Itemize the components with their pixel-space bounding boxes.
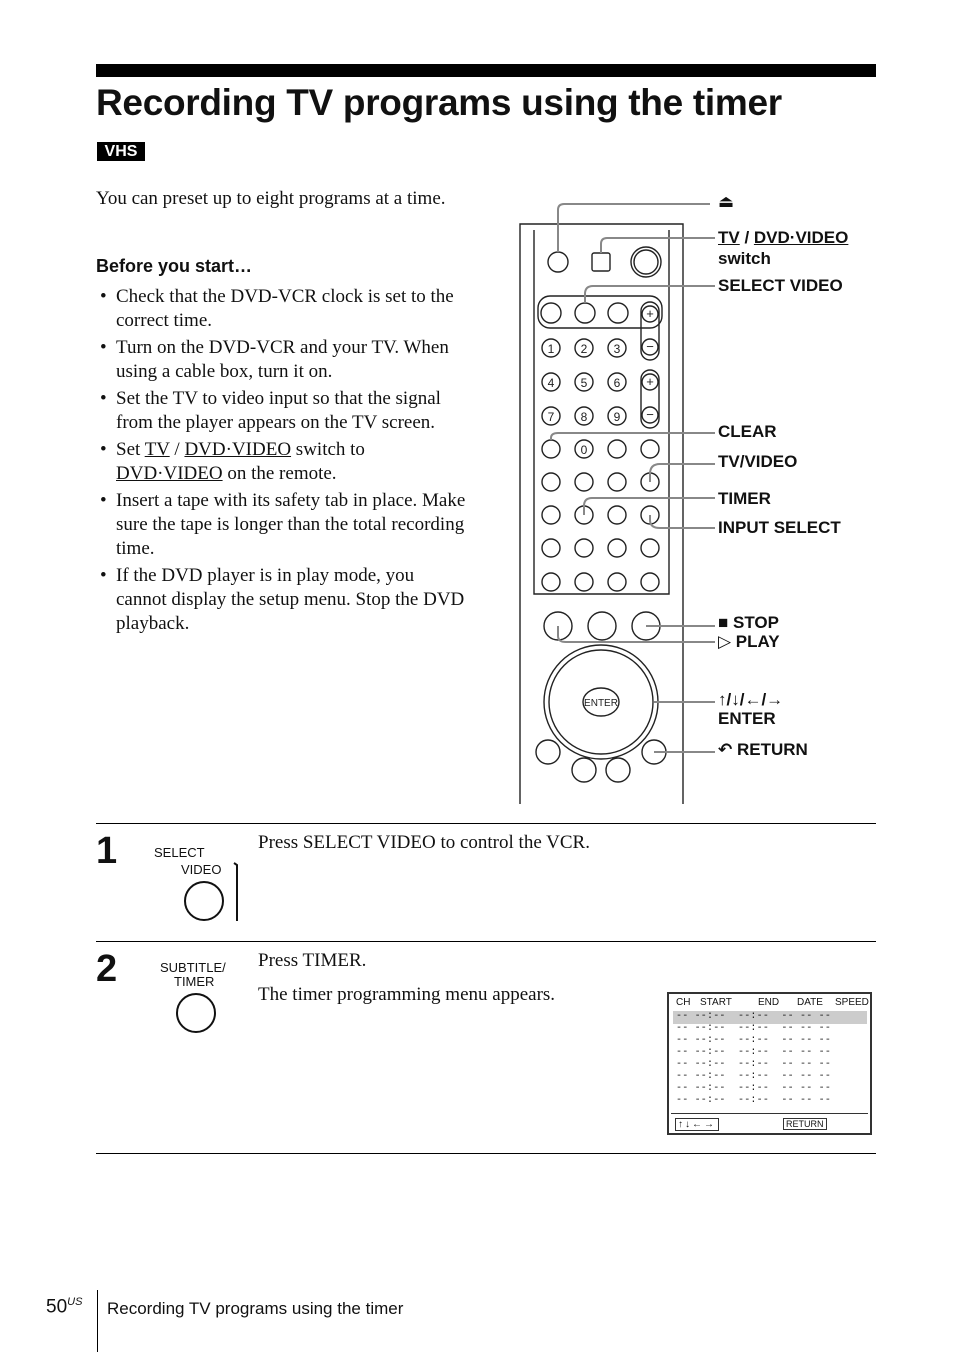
table-row: -- --:-- --:-- -- -- -- — [676, 1011, 832, 1022]
key-5: 5 — [580, 376, 588, 390]
timer-programming-screen — [667, 992, 872, 1135]
enter-key-label: ENTER — [584, 698, 618, 709]
step-1-text: Press SELECT VIDEO to control the VCR. — [258, 832, 590, 853]
col-end: END — [758, 997, 780, 1008]
col-start: START — [700, 997, 732, 1008]
list-item — [96, 285, 468, 333]
timer-label: TIMER — [718, 489, 771, 508]
key-0: 0 — [580, 443, 588, 457]
section-bottom-rule — [96, 1153, 876, 1154]
tv-video-label: TV/VIDEO — [718, 452, 798, 471]
step-2-text: Press TIMER. — [258, 950, 367, 971]
key-8: 8 — [580, 410, 588, 424]
key-1: 1 — [547, 342, 555, 356]
table-row: -- --:-- --:-- -- -- -- — [676, 1047, 832, 1058]
step-2-number: 2 — [96, 948, 118, 990]
list-item — [96, 564, 468, 636]
input-select-label: INPUT SELECT — [718, 518, 841, 537]
select-video-button-icon — [150, 843, 245, 925]
slash: / — [739, 228, 754, 247]
stop-label: ■ STOP — [718, 613, 779, 632]
svg-text:−: − — [646, 407, 654, 422]
list-item-text: switch to — [291, 439, 365, 460]
select-video-label: SELECT VIDEO — [718, 276, 843, 295]
tv-term: TV — [718, 228, 740, 247]
list-item — [96, 387, 468, 435]
switch-label: switch — [718, 249, 771, 268]
step-divider — [96, 823, 876, 824]
return-label: ↶ RETURN — [718, 740, 808, 759]
dvd-video-term: DVD·VIDEO — [116, 463, 223, 484]
vhs-badge: VHS — [97, 142, 145, 161]
dvd-video-term: DVD·VIDEO — [753, 228, 849, 247]
svg-text:+: + — [646, 306, 654, 321]
table-row: -- --:-- --:-- -- -- -- — [676, 1071, 832, 1082]
key-6: 6 — [613, 376, 621, 390]
key-4: 4 — [547, 376, 555, 390]
page-number — [46, 1296, 82, 1318]
list-item — [96, 336, 468, 384]
list-item-text: Set — [116, 439, 145, 460]
table-row: -- --:-- --:-- -- -- -- — [676, 1023, 832, 1034]
key-9: 9 — [613, 410, 621, 424]
table-row: -- --:-- --:-- -- -- -- — [676, 1059, 832, 1070]
col-ch: CH — [676, 997, 691, 1008]
page-title: Recording TV programs using the timer — [96, 82, 782, 123]
key-3: 3 — [613, 342, 621, 356]
icon-label: SUBTITLE/ — [160, 960, 226, 975]
icon-label: SELECT — [154, 845, 205, 860]
list-item-text: Turn on the DVD-VCR and your TV. When using a cable box, turn it on. — [116, 337, 449, 382]
footer-rule — [97, 1290, 98, 1352]
step-divider — [96, 941, 876, 942]
enter-label: ENTER — [718, 709, 776, 728]
list-item-text: Check that the DVD-VCR clock is set to the correct time. — [116, 286, 454, 331]
list-item — [96, 438, 468, 486]
checklist — [96, 285, 468, 639]
list-item-text: If the DVD player is in play mode, you cannot display the setup menu. Stop the DVD playback. — [116, 565, 465, 634]
key-7: 7 — [547, 410, 555, 424]
before-you-start-heading: Before you start… — [96, 256, 253, 276]
running-title: Recording TV programs using the timer — [107, 1299, 404, 1318]
list-item — [96, 489, 468, 561]
list-item-text: Insert a tape with its safety tab in place. Make sure the tape is longer than the total recording time. — [116, 490, 466, 559]
round-button-icon — [158, 960, 238, 1036]
tv-term: TV — [144, 439, 170, 460]
dvd-video-term: DVD·VIDEO — [184, 439, 292, 460]
round-button-icon — [150, 843, 245, 925]
tv-dvd-switch-label — [718, 228, 848, 248]
list-item-text: on the remote. — [222, 463, 337, 484]
table-row: -- --:-- --:-- -- -- -- — [676, 1095, 832, 1106]
nav-arrows-icon: ↑↓←→ — [675, 1118, 719, 1131]
list-item-text: Set the TV to video input so that the signal from the player appears on the TV screen. — [116, 388, 441, 433]
icon-label: VIDEO — [181, 862, 222, 877]
icon-label: TIMER — [174, 974, 215, 989]
top-rule — [96, 64, 876, 77]
intro-text: You can preset up to eight programs at a time. — [96, 188, 446, 209]
step-2-text-2: The timer programming menu appears. — [258, 984, 556, 1005]
svg-text:−: − — [646, 339, 654, 354]
eject-label: ⏏ — [718, 192, 735, 211]
return-key-icon: RETURN — [783, 1118, 827, 1130]
key-2: 2 — [580, 342, 588, 356]
col-speed: SPEED — [835, 997, 869, 1008]
play-label: ▷ PLAY — [718, 632, 780, 651]
list-item-text: / — [169, 439, 185, 460]
table-row: -- --:-- --:-- -- -- -- — [676, 1035, 832, 1046]
step-1-number: 1 — [96, 830, 118, 872]
clear-label: CLEAR — [718, 422, 777, 441]
arrows-label: ↑/↓/←/→ — [718, 690, 784, 709]
page-number-value: 50 — [46, 1296, 68, 1318]
table-row: -- --:-- --:-- -- -- -- — [676, 1083, 832, 1094]
subtitle-timer-button-icon — [158, 960, 238, 1036]
col-date: DATE — [797, 997, 823, 1008]
screen-divider — [671, 1113, 868, 1114]
page-region: US — [67, 1296, 83, 1308]
remote-illustration — [500, 190, 880, 810]
svg-text:+: + — [646, 374, 654, 389]
